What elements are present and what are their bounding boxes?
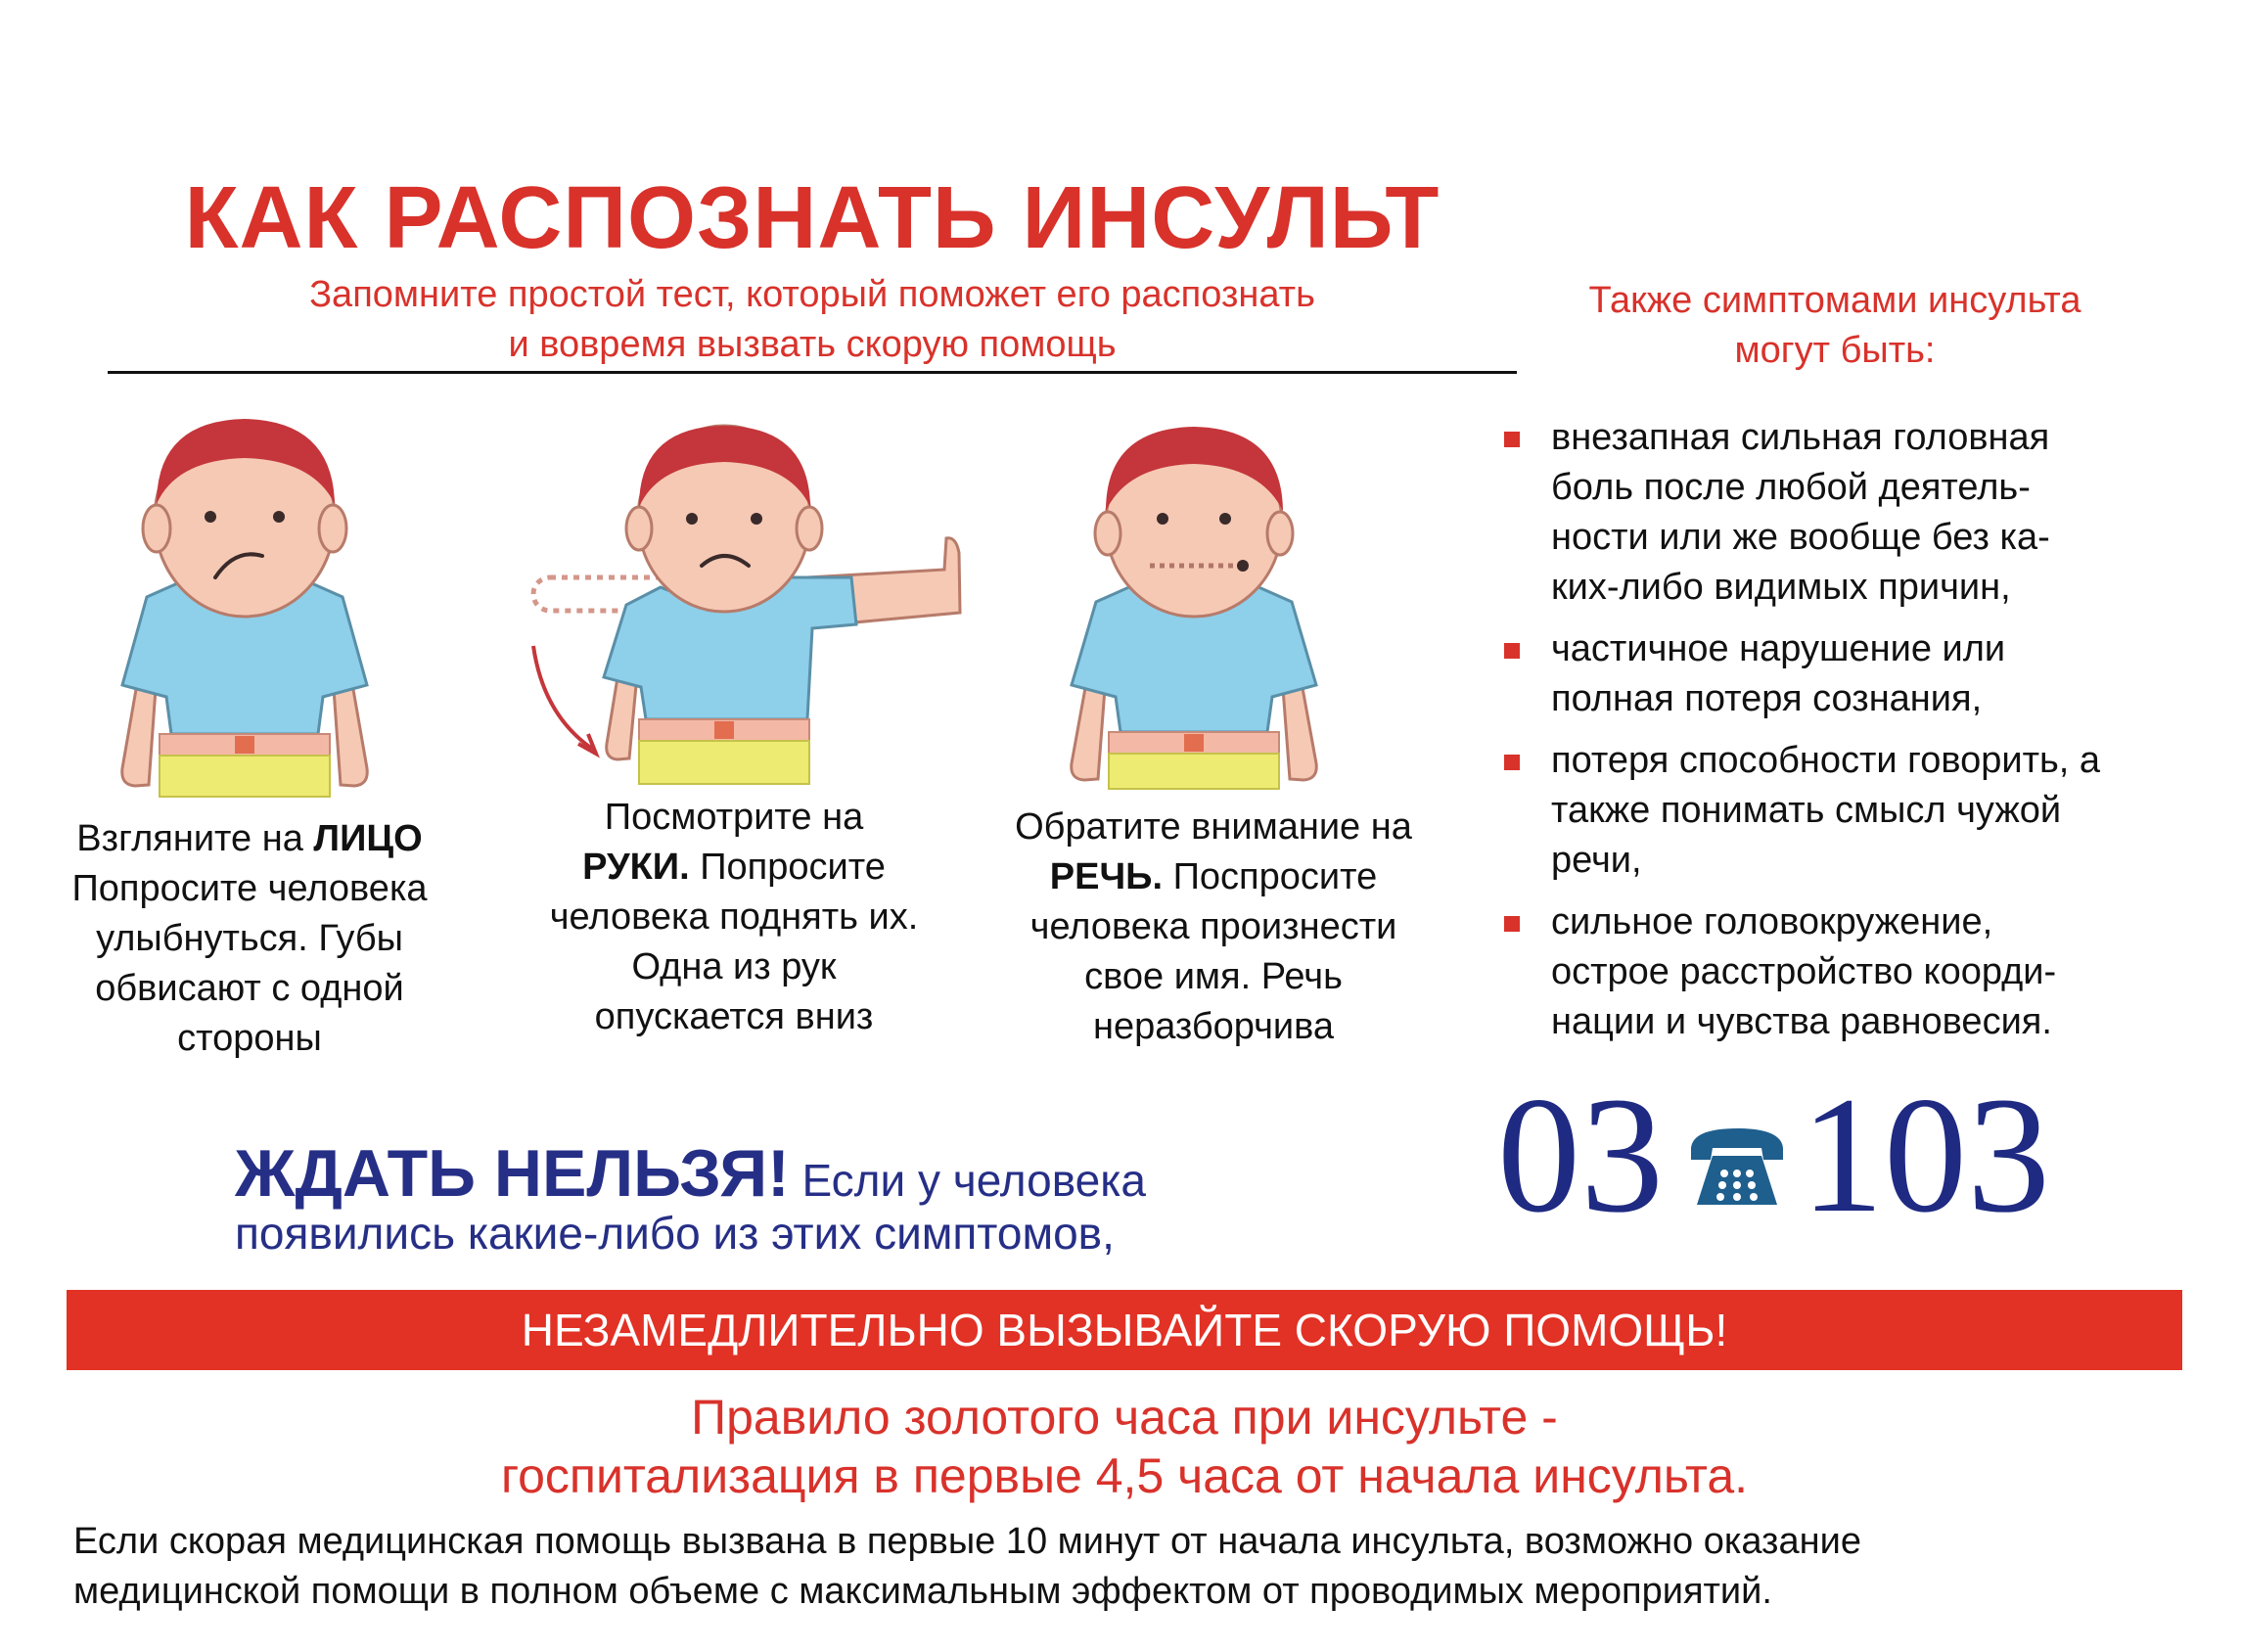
symptom-item [1502,413,2187,613]
symptom-line: речи, [1551,840,1642,881]
caption-line: опускается вниз [594,996,874,1037]
telephone-icon [1683,1121,1791,1209]
call-ambulance-banner: НЕЗАМЕДЛИТЕЛЬНО ВЫЗЫВАЙТЕ СКОРУЮ ПОМОЩЬ! [67,1290,2182,1370]
note-line: Если скорая медицинская помощь вызвана в первые 10 минут от начала инсульта, возможно оказание [73,1521,1861,1562]
symptom-line: полная потеря сознания, [1551,678,1983,719]
other-symptoms-title-line: могут быть: [1734,330,1936,371]
symptom-item [1502,624,2187,724]
symptom-line: внезапная сильная головная [1551,417,2050,458]
page-subtitle [108,270,1517,370]
other-symptoms-title [1527,276,2143,376]
symptom-line: частичное нарушение или [1551,628,2006,669]
golden-rule-line: Правило золотого часа при инсульте - [691,1390,1558,1445]
other-symptoms-list [1502,413,2187,1059]
symptom-line: ности или же вообще без ка- [1551,517,2050,558]
speech-test-caption [979,803,1448,1052]
page-title: КАК РАСПОЗНАТЬ ИНСУЛЬТ [184,169,1441,267]
bullet-square-icon [1504,916,1520,932]
speech-test-illustration [1037,421,1350,793]
caption-line: Посмотрите на [604,797,864,838]
warning-strong: ЖДАТЬ НЕЛЬЗЯ! [235,1136,790,1211]
caption-line: Одна из рук [631,946,837,987]
caption-line: свое имя. Речь [1084,956,1343,997]
symptom-line: боль после любой деятель- [1551,467,2031,508]
caption-line: Взгляните на ЛИЦО [76,818,423,859]
symptom-item [1502,736,2187,886]
symptom-line: потеря способности говорить, а [1551,740,2101,781]
golden-rule-line: госпитализация в первые 4,5 часа от начала инсульта. [500,1448,1749,1503]
note-line: медицинской помощи в полном объеме с максимальным эффектом от проводимых мероприятий. [73,1571,1772,1612]
arms-test-illustration [514,421,983,793]
symptom-line: нации и чувства равновесия. [1551,1001,2052,1042]
emergency-numbers [1487,1063,2114,1247]
symptom-item [1502,897,2187,1047]
arms-test-caption [509,793,959,1042]
caption-line: человека произнести [1029,906,1397,947]
subtitle-line: и вовремя вызвать скорую помощь [508,324,1117,365]
emergency-number: 103 [1801,1063,2050,1247]
face-test-caption [29,814,470,1064]
warning-line: появились какие-либо из этих симптомов, [235,1208,1115,1259]
symptom-line: сильное головокружение, [1551,901,1993,942]
emergency-number: 03 [1497,1063,1664,1247]
caption-line: Попросите человека [71,868,428,909]
caption-line: Обратите внимание на [1015,806,1412,848]
golden-hour-rule [67,1388,2182,1505]
header-divider [108,371,1517,374]
caption-line: человека поднять их. [549,896,919,938]
footer-note [73,1517,2187,1617]
warning-block [235,1135,1331,1261]
caption-line: РУКИ. Попросите [582,847,886,888]
other-symptoms-title-line: Также симптомами инсульта [1588,280,2081,321]
subtitle-line: Запомните простой тест, который поможет его распознать [309,274,1315,315]
caption-line: неразборчива [1092,1006,1335,1047]
warning-text: Если у человека [789,1155,1146,1206]
face-test-illustration [88,411,401,803]
symptom-line: также понимать смысл чужой [1551,790,2062,831]
bullet-square-icon [1504,643,1520,659]
caption-line: улыбнуться. Губы [96,918,403,959]
symptom-line: острое расстройство коорди- [1551,951,2057,992]
caption-line: обвисают с одной [95,968,404,1009]
warning-line [235,1135,1331,1212]
symptom-line: ких-либо видимых причин, [1551,567,2011,608]
caption-line: РЕЧЬ. Поспросите [1049,856,1378,897]
caption-line: стороны [177,1018,322,1059]
bullet-square-icon [1504,755,1520,770]
bullet-square-icon [1504,432,1520,447]
